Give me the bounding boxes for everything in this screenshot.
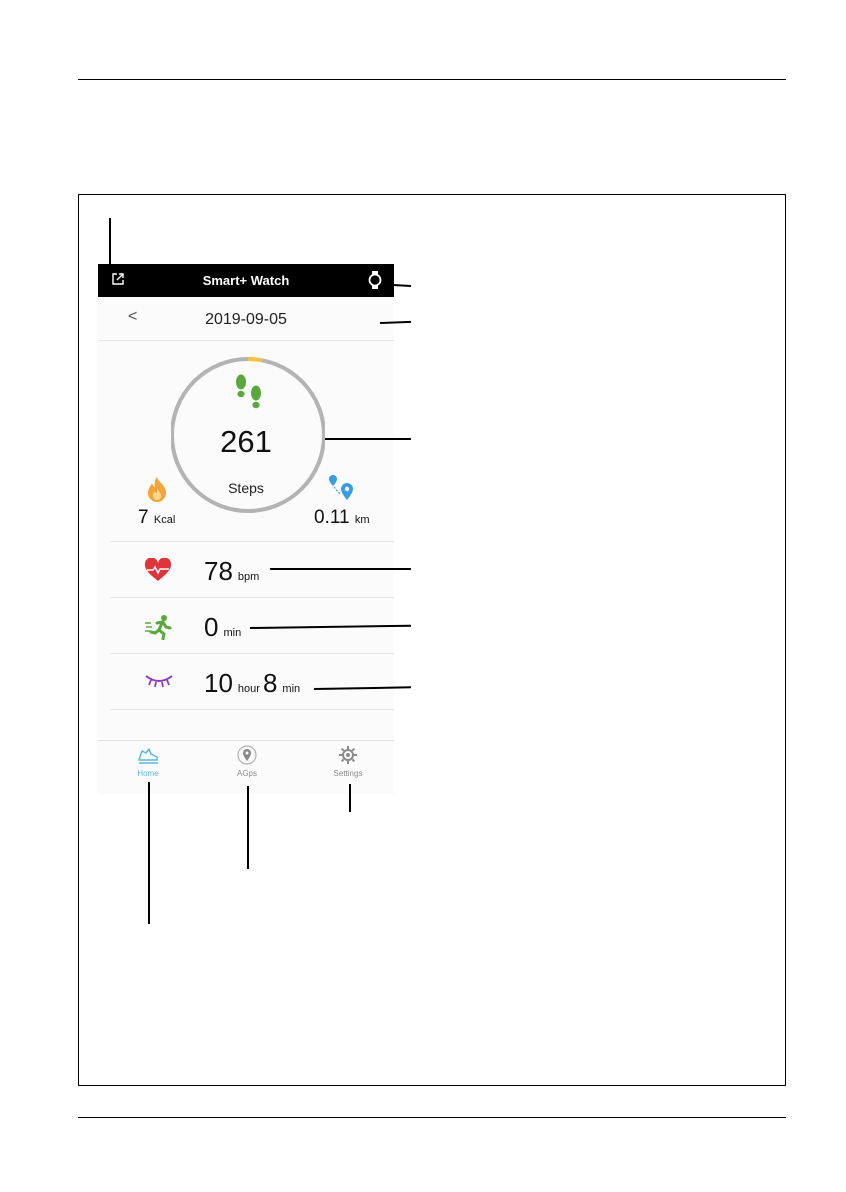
activity-number: 0	[204, 612, 219, 642]
sleep-value	[204, 668, 303, 699]
callout-settings	[349, 784, 351, 812]
title-bar	[98, 264, 394, 297]
date-bar	[98, 297, 394, 341]
bottom-rule	[78, 1117, 786, 1118]
footprints-icon	[233, 374, 265, 417]
activity-unit: min	[223, 627, 242, 639]
tab-agps[interactable]	[217, 745, 277, 778]
previous-day-button[interactable]: <	[128, 308, 138, 325]
phone-screen	[98, 264, 394, 794]
calories-unit: Kcal	[153, 514, 176, 526]
sleep-row[interactable]	[110, 653, 394, 710]
closed-eye-icon	[144, 674, 174, 693]
watch-icon[interactable]	[368, 270, 382, 295]
sleep-hours: 10	[204, 668, 233, 698]
top-rule	[78, 79, 786, 80]
sleep-minutes-unit: min	[282, 683, 301, 695]
calories-number: 7	[138, 507, 149, 528]
steps-label: Steps	[228, 480, 264, 496]
route-icon	[328, 474, 356, 507]
tab-settings-label: Settings	[333, 769, 363, 778]
activity-value	[204, 612, 244, 643]
tab-settings[interactable]	[318, 745, 378, 778]
heart-rate-number: 78	[204, 556, 233, 586]
callout-home	[148, 782, 150, 924]
callout-steps	[325, 438, 411, 440]
steps-goal-progress	[248, 359, 262, 360]
calories-value	[138, 507, 175, 529]
heart-rate-value	[204, 556, 262, 587]
tab-agps-label: AGps	[236, 769, 257, 778]
distance-number: 0.11	[314, 507, 350, 528]
callout-heart-rate	[270, 568, 411, 570]
gear-icon	[337, 745, 359, 765]
tab-home[interactable]	[118, 745, 178, 778]
fire-icon	[144, 476, 170, 509]
app-title: Smart+ Watch	[202, 273, 290, 288]
heart-rate-unit: bpm	[237, 571, 260, 583]
heart-rate-icon	[144, 558, 172, 587]
callout-agps	[247, 786, 249, 869]
sleep-hours-unit: hour	[237, 683, 260, 695]
tab-home-label: Home	[137, 769, 159, 778]
callout-share	[109, 218, 111, 266]
running-icon	[144, 614, 172, 645]
steps-count: 261	[220, 424, 272, 459]
distance-unit: km	[354, 514, 370, 526]
location-pin-icon	[236, 745, 258, 765]
distance-value	[314, 507, 370, 529]
date-label[interactable]: 2019-09-05	[205, 311, 287, 328]
sleep-minutes: 8	[262, 668, 278, 698]
shoe-icon	[137, 745, 159, 765]
